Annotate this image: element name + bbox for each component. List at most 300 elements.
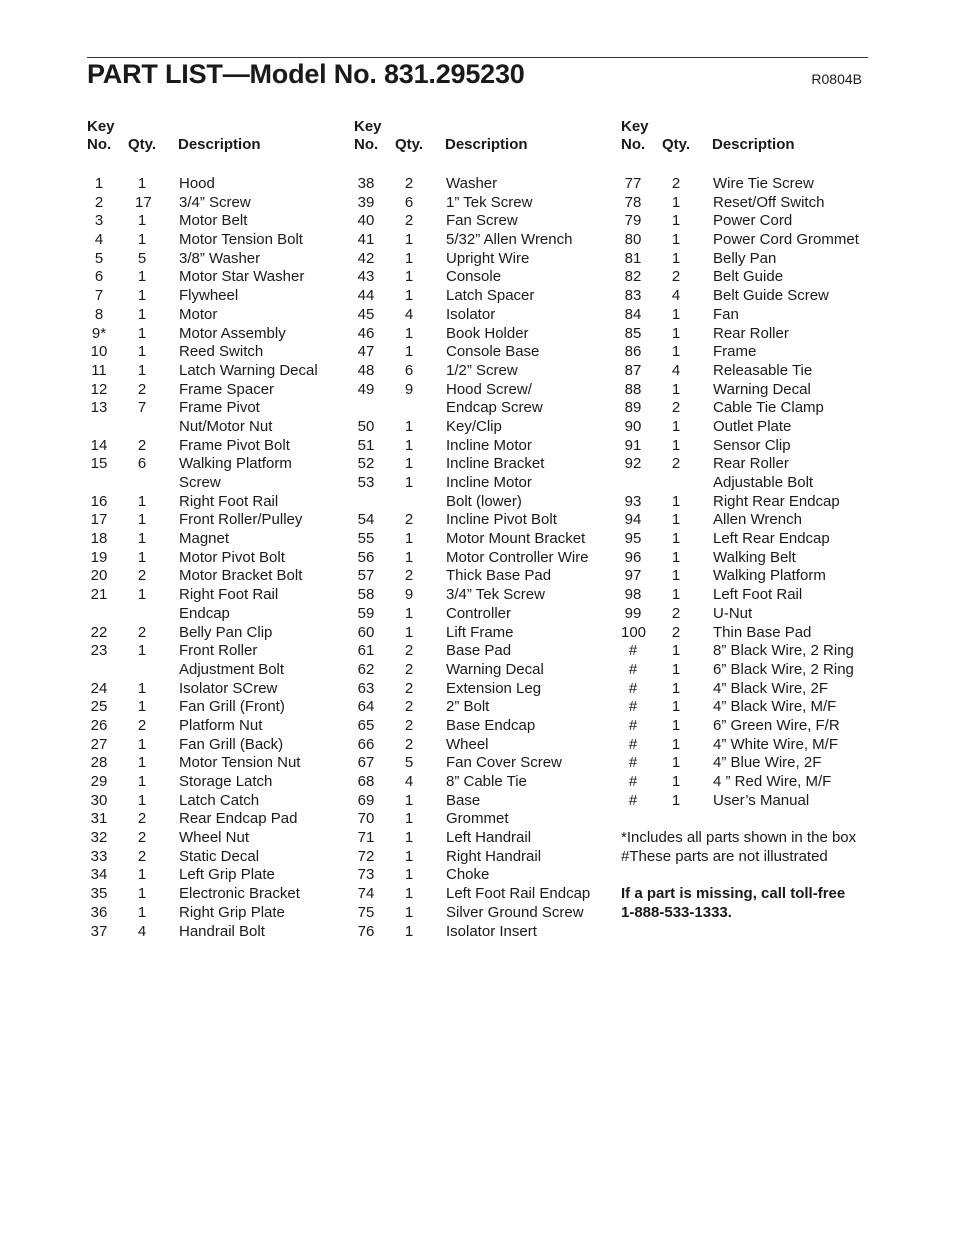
- part-description: 2” Bolt: [446, 698, 490, 716]
- part-description: 8” Black Wire, 2 Ring: [713, 642, 854, 660]
- part-key-number: #: [628, 716, 638, 734]
- part-quantity: 2: [671, 175, 681, 192]
- part-quantity: 2: [404, 175, 414, 192]
- part-quantity: 1: [671, 548, 681, 566]
- part-quantity: 1: [137, 754, 147, 772]
- part-quantity: 1: [137, 511, 147, 529]
- part-quantity: 2: [671, 399, 681, 417]
- part-description: Incline Bracket: [446, 455, 545, 473]
- header-qty: Qty.: [395, 136, 424, 153]
- part-description: Upright Wire: [446, 249, 530, 267]
- part-description: Walking Belt: [713, 548, 796, 566]
- notes-block: [621, 829, 856, 923]
- part-description: Motor Belt: [179, 212, 248, 230]
- part-description: Adjustment Bolt: [179, 660, 285, 678]
- part-description: Left Foot Rail: [713, 586, 803, 604]
- part-key-number: 57: [357, 567, 375, 585]
- part-description: Controller: [446, 604, 512, 622]
- part-quantity: 1: [671, 791, 681, 809]
- part-description: Fan Grill (Front): [179, 698, 285, 716]
- part-description: Electronic Bracket: [179, 885, 300, 903]
- part-quantity: 2: [137, 567, 147, 585]
- part-description: Left Foot Rail Endcap: [446, 885, 591, 903]
- part-quantity: 1: [671, 436, 681, 454]
- part-key-number: 63: [357, 679, 375, 697]
- part-key-number: 28: [90, 754, 108, 772]
- part-description: 3/4” Tek Screw: [446, 586, 545, 604]
- part-description: Rear Roller: [713, 455, 789, 473]
- part-description: Incline Pivot Bolt: [446, 511, 557, 529]
- part-description: Fan Grill (Back): [179, 735, 284, 753]
- header-key: Key: [354, 118, 382, 135]
- part-quantity: 1: [137, 735, 147, 753]
- part-description: Base: [446, 791, 481, 809]
- part-key-number: 24: [90, 679, 108, 697]
- part-key-number: 10: [90, 343, 108, 361]
- part-quantity: 1: [671, 343, 681, 361]
- part-description: 4” Black Wire, 2F: [713, 679, 829, 697]
- header-description: Description: [712, 136, 795, 153]
- part-description: Handrail Bolt: [179, 922, 265, 940]
- part-description: Motor Bracket Bolt: [179, 567, 303, 585]
- part-quantity: 1: [137, 268, 147, 286]
- part-key-number: 69: [357, 791, 375, 809]
- part-description: Right Grip Plate: [179, 903, 285, 921]
- part-key-number: 39: [357, 193, 375, 211]
- part-description: Left Grip Plate: [179, 866, 275, 884]
- part-description: 6” Green Wire, F/R: [713, 716, 840, 734]
- part-quantity: 1: [671, 754, 681, 772]
- part-description: 4” Black Wire, M/F: [713, 698, 837, 716]
- part-quantity: 1: [404, 455, 414, 473]
- part-key-number: 32: [90, 829, 108, 847]
- part-quantity: 1: [404, 623, 414, 641]
- part-description: Choke: [446, 866, 490, 884]
- part-key-number: 100: [621, 623, 647, 641]
- part-quantity: 1: [137, 287, 147, 305]
- part-description: Frame Pivot: [179, 399, 260, 417]
- part-quantity: 1: [137, 175, 147, 192]
- part-description: 8” Cable Tie: [446, 773, 527, 790]
- part-key-number: 71: [357, 829, 375, 847]
- part-description: Frame: [713, 343, 757, 361]
- part-quantity: 1: [404, 903, 414, 921]
- part-quantity: 4: [404, 773, 414, 790]
- part-quantity: 1: [671, 193, 681, 211]
- part-quantity: 1: [404, 231, 414, 249]
- header-no: No.: [621, 136, 646, 153]
- part-key-number: 25: [90, 698, 108, 716]
- part-description: Latch Warning Decal: [179, 361, 318, 379]
- part-key-number: 34: [90, 866, 108, 884]
- part-description: Motor: [179, 305, 218, 323]
- part-description: 5/32” Allen Wrench: [446, 231, 573, 249]
- part-quantity: 1: [137, 212, 147, 230]
- part-key-number: 5: [94, 249, 104, 267]
- part-description: 4 ” Red Wire, M/F: [713, 773, 832, 790]
- part-quantity: 2: [137, 380, 147, 398]
- part-description: Extension Leg: [446, 679, 542, 697]
- part-key-number: 45: [357, 305, 375, 323]
- part-description: 3/8” Washer: [179, 249, 261, 267]
- part-quantity: 9: [404, 380, 414, 398]
- part-key-number: 31: [90, 810, 108, 828]
- part-key-number: 27: [90, 735, 108, 753]
- part-quantity: 1: [137, 305, 147, 323]
- header-no: No.: [354, 136, 379, 153]
- part-quantity: 2: [671, 268, 681, 286]
- part-quantity: 2: [137, 716, 147, 734]
- part-key-number: #: [628, 735, 638, 753]
- part-quantity: 1: [671, 324, 681, 342]
- part-quantity: 1: [671, 679, 681, 697]
- part-quantity: 1: [671, 773, 681, 790]
- part-description: Thick Base Pad: [446, 567, 552, 585]
- part-key-number: 98: [624, 586, 642, 604]
- part-key-number: 47: [357, 343, 375, 361]
- part-description: Rear Endcap Pad: [179, 810, 298, 828]
- part-key-number: 73: [357, 866, 375, 884]
- part-key-number: 61: [357, 642, 375, 660]
- part-quantity: 7: [137, 399, 147, 417]
- part-quantity: 1: [404, 548, 414, 566]
- part-key-number: 37: [90, 922, 108, 940]
- part-quantity: 9: [404, 586, 414, 604]
- part-key-number: 41: [357, 231, 375, 249]
- part-description: Allen Wrench: [713, 511, 802, 529]
- part-description: 4” White Wire, M/F: [713, 735, 839, 753]
- part-description: Frame Pivot Bolt: [179, 436, 290, 454]
- top-rule: [87, 57, 868, 58]
- part-description: Hood: [179, 175, 215, 192]
- part-key-number: 6: [94, 268, 104, 286]
- part-description: Sensor Clip: [713, 436, 791, 454]
- part-quantity: 2: [404, 679, 414, 697]
- part-quantity: 1: [671, 231, 681, 249]
- part-quantity: 1: [671, 380, 681, 398]
- part-description: Power Cord Grommet: [713, 231, 859, 249]
- part-quantity: 2: [404, 698, 414, 716]
- part-quantity: 1: [671, 492, 681, 510]
- part-quantity: 1: [404, 922, 414, 940]
- part-key-number: 62: [357, 660, 375, 678]
- part-quantity: 1: [404, 847, 414, 865]
- part-description: Front Roller: [179, 642, 258, 660]
- part-key-number: 19: [90, 548, 108, 566]
- part-description: 6” Black Wire, 2 Ring: [713, 660, 854, 678]
- part-quantity: 1: [137, 679, 147, 697]
- part-description: Lift Frame: [446, 623, 514, 641]
- part-quantity: 1: [671, 305, 681, 323]
- part-key-number: 23: [90, 642, 108, 660]
- header-description: Description: [445, 136, 528, 153]
- part-quantity: 1: [671, 417, 681, 435]
- part-key-number: 96: [624, 548, 642, 566]
- part-description: Wire Tie Screw: [713, 175, 814, 192]
- part-description: Console Base: [446, 343, 540, 361]
- part-description: Motor Assembly: [179, 324, 286, 342]
- part-quantity: 1: [137, 231, 147, 249]
- part-description: Thin Base Pad: [713, 623, 812, 641]
- part-description: Warning Decal: [446, 660, 544, 678]
- part-key-number: 44: [357, 287, 375, 305]
- part-description: User’s Manual: [713, 791, 810, 809]
- part-description: Key/Clip: [446, 417, 502, 435]
- part-description: Screw: [179, 474, 221, 491]
- part-quantity: 4: [671, 287, 681, 305]
- part-quantity: 1: [137, 548, 147, 566]
- part-quantity: 4: [404, 305, 414, 323]
- part-key-number: 93: [624, 492, 642, 510]
- part-description: Nut/Motor Nut: [179, 417, 273, 435]
- part-description: Walking Platform: [713, 567, 826, 585]
- part-description: Belt Guide Screw: [713, 287, 829, 305]
- part-description: Belly Pan: [713, 249, 777, 267]
- part-description: Isolator SCrew: [179, 679, 278, 697]
- part-key-number: 20: [90, 567, 108, 585]
- part-quantity: 1: [671, 586, 681, 604]
- part-quantity: 2: [404, 642, 414, 660]
- part-key-number: 52: [357, 455, 375, 473]
- part-key-number: #: [628, 754, 638, 772]
- part-description: Front Roller/Pulley: [179, 511, 303, 529]
- part-key-number: 84: [624, 305, 642, 323]
- part-key-number: 76: [357, 922, 375, 940]
- part-description: Silver Ground Screw: [446, 903, 584, 921]
- toll-free-number: 1-888-533-1333.: [621, 904, 732, 922]
- part-description: Washer: [446, 175, 498, 192]
- part-description: 4” Blue Wire, 2F: [713, 754, 822, 772]
- part-quantity: 1: [404, 810, 414, 828]
- part-key-number: #: [628, 791, 638, 809]
- part-key-number: 13: [90, 399, 108, 417]
- part-key-number: 33: [90, 847, 108, 865]
- part-key-number: 68: [357, 773, 375, 790]
- part-description: Flywheel: [179, 287, 239, 305]
- part-quantity: 1: [671, 642, 681, 660]
- part-description: Frame Spacer: [179, 380, 275, 398]
- part-quantity: 1: [137, 530, 147, 548]
- part-description: Right Rear Endcap: [713, 492, 840, 510]
- part-key-number: 74: [357, 885, 375, 903]
- part-key-number: 88: [624, 380, 642, 398]
- part-description: Outlet Plate: [713, 417, 792, 435]
- part-quantity: 1: [671, 212, 681, 230]
- part-description: 3/4” Screw: [179, 193, 251, 211]
- part-key-number: 51: [357, 436, 375, 454]
- part-quantity: 1: [137, 492, 147, 510]
- note-includes: *Includes all parts shown in the box: [621, 829, 857, 846]
- header-qty: Qty.: [128, 136, 157, 153]
- part-description: Base Endcap: [446, 716, 536, 734]
- part-key-number: 75: [357, 903, 375, 921]
- part-description: Left Handrail: [446, 829, 532, 847]
- part-quantity: 1: [404, 287, 414, 305]
- part-description: 1” Tek Screw: [446, 193, 533, 211]
- part-key-number: 40: [357, 212, 375, 230]
- part-key-number: 53: [357, 474, 375, 491]
- part-quantity: 1: [404, 530, 414, 548]
- part-description: Wheel Nut: [179, 829, 250, 847]
- part-quantity: 1: [671, 716, 681, 734]
- part-description: Incline Motor: [446, 436, 532, 454]
- part-key-number: 9*: [91, 324, 107, 342]
- part-key-number: 35: [90, 885, 108, 903]
- part-description: Motor Star Washer: [179, 268, 305, 286]
- part-quantity: 4: [671, 361, 681, 379]
- part-key-number: 79: [624, 212, 642, 230]
- part-description: Latch Catch: [179, 791, 260, 809]
- part-quantity: 2: [137, 436, 147, 454]
- part-description: Walking Platform: [179, 455, 292, 473]
- part-description: Static Decal: [179, 847, 260, 865]
- part-description: Latch Spacer: [446, 287, 535, 305]
- header-key: Key: [621, 118, 649, 135]
- part-quantity: 2: [671, 623, 681, 641]
- part-quantity: 4: [137, 922, 147, 940]
- part-description: Power Cord: [713, 212, 793, 230]
- part-key-number: 3: [94, 212, 104, 230]
- part-key-number: 91: [624, 436, 642, 454]
- part-key-number: 18: [90, 530, 108, 548]
- part-key-number: 94: [624, 511, 642, 529]
- part-description: Base Pad: [446, 642, 512, 660]
- part-description: Book Holder: [446, 324, 529, 342]
- part-description: Warning Decal: [713, 380, 811, 398]
- part-key-number: 82: [624, 268, 642, 286]
- part-quantity: 1: [404, 417, 414, 435]
- part-key-number: 72: [357, 847, 375, 865]
- part-description: Releasable Tie: [713, 361, 813, 379]
- part-key-number: 49: [357, 380, 375, 398]
- part-quantity: 1: [671, 698, 681, 716]
- part-quantity: 6: [404, 193, 414, 211]
- part-description: Right Foot Rail: [179, 492, 279, 510]
- part-quantity: 2: [404, 567, 414, 585]
- part-quantity: 1: [404, 885, 414, 903]
- part-key-number: 99: [624, 604, 642, 622]
- part-quantity: 1: [137, 791, 147, 809]
- part-description: Hood Screw/: [446, 380, 532, 398]
- part-description: Left Rear Endcap: [713, 530, 830, 548]
- part-key-number: 17: [90, 511, 108, 529]
- part-key-number: 26: [90, 716, 108, 734]
- missing-part-line: If a part is missing, call toll-free: [621, 885, 846, 903]
- part-key-number: 30: [90, 791, 108, 809]
- part-quantity: 1: [137, 903, 147, 921]
- part-description: Bolt (lower): [446, 492, 522, 510]
- part-description: Fan Screw: [446, 212, 518, 230]
- part-key-number: 7: [94, 287, 104, 305]
- part-description: Right Handrail: [446, 847, 542, 865]
- part-quantity: 1: [137, 773, 147, 790]
- part-quantity: 1: [137, 343, 147, 361]
- part-description: 1/2” Screw: [446, 361, 518, 379]
- part-description: Rear Roller: [713, 324, 789, 342]
- part-key-number: #: [628, 660, 638, 678]
- part-description: Magnet: [179, 530, 230, 548]
- part-description: Motor Tension Nut: [179, 754, 301, 772]
- header-description: Description: [178, 136, 261, 153]
- part-quantity: 2: [137, 623, 147, 641]
- part-description: Endcap Screw: [446, 399, 543, 417]
- part-quantity: 2: [137, 829, 147, 847]
- part-quantity: 17: [135, 193, 152, 211]
- part-key-number: 83: [624, 287, 642, 305]
- part-key-number: #: [628, 679, 638, 697]
- page-title: PART LIST—Model No. 831.295230: [87, 59, 525, 89]
- part-description: Belt Guide: [713, 268, 784, 286]
- part-key-number: 77: [624, 175, 642, 192]
- part-quantity: 1: [137, 866, 147, 884]
- part-quantity: 1: [404, 268, 414, 286]
- part-quantity: 2: [137, 847, 147, 865]
- part-quantity: 1: [137, 885, 147, 903]
- part-key-number: 80: [624, 231, 642, 249]
- part-key-number: 15: [90, 455, 108, 473]
- part-key-number: 97: [624, 567, 642, 585]
- part-quantity: 1: [137, 324, 147, 342]
- part-quantity: 1: [137, 642, 147, 660]
- part-quantity: 1: [671, 660, 681, 678]
- document-code: R0804B: [811, 71, 862, 87]
- part-quantity: 6: [404, 361, 414, 379]
- part-description: Console: [446, 268, 502, 286]
- part-quantity: 1: [671, 735, 681, 753]
- part-key-number: 11: [91, 361, 107, 379]
- part-quantity: 1: [137, 586, 147, 604]
- part-quantity: 1: [137, 361, 147, 379]
- part-quantity: 5: [137, 249, 147, 267]
- part-description: Belly Pan Clip: [179, 623, 273, 641]
- part-key-number: 48: [357, 361, 375, 379]
- part-quantity: 1: [404, 474, 414, 491]
- header-qty: Qty.: [662, 136, 691, 153]
- part-quantity: 2: [404, 660, 414, 678]
- part-quantity: 2: [671, 455, 681, 473]
- part-key-number: 21: [90, 586, 108, 604]
- part-description: Isolator: [446, 305, 496, 323]
- part-key-number: #: [628, 642, 638, 660]
- part-description: Fan: [713, 305, 739, 323]
- note-not-illustrated: #These parts are not illustrated: [621, 847, 828, 865]
- part-key-number: 46: [357, 324, 375, 342]
- part-key-number: 92: [624, 455, 642, 473]
- part-key-number: 65: [357, 716, 375, 734]
- part-description: Cable Tie Clamp: [713, 399, 824, 417]
- part-key-number: 86: [624, 343, 642, 361]
- part-description: Motor Controller Wire: [446, 548, 589, 566]
- part-key-number: 89: [624, 399, 642, 417]
- part-key-number: 38: [357, 175, 375, 192]
- part-key-number: 43: [357, 268, 375, 286]
- part-key-number: 81: [624, 249, 642, 267]
- part-quantity: 1: [671, 567, 681, 585]
- header-no: No.: [87, 136, 112, 153]
- part-description: Endcap: [179, 604, 230, 622]
- part-key-number: 64: [357, 698, 375, 716]
- part-quantity: 2: [137, 810, 147, 828]
- part-key-number: 87: [624, 361, 642, 379]
- part-description: Incline Motor: [446, 474, 532, 491]
- header-key: Key: [87, 118, 115, 135]
- part-quantity: 1: [404, 791, 414, 809]
- part-description: Fan Cover Screw: [446, 754, 562, 772]
- part-quantity: 1: [671, 249, 681, 267]
- part-key-number: 4: [94, 231, 104, 249]
- part-key-number: 67: [357, 754, 375, 772]
- part-description: Storage Latch: [179, 773, 273, 790]
